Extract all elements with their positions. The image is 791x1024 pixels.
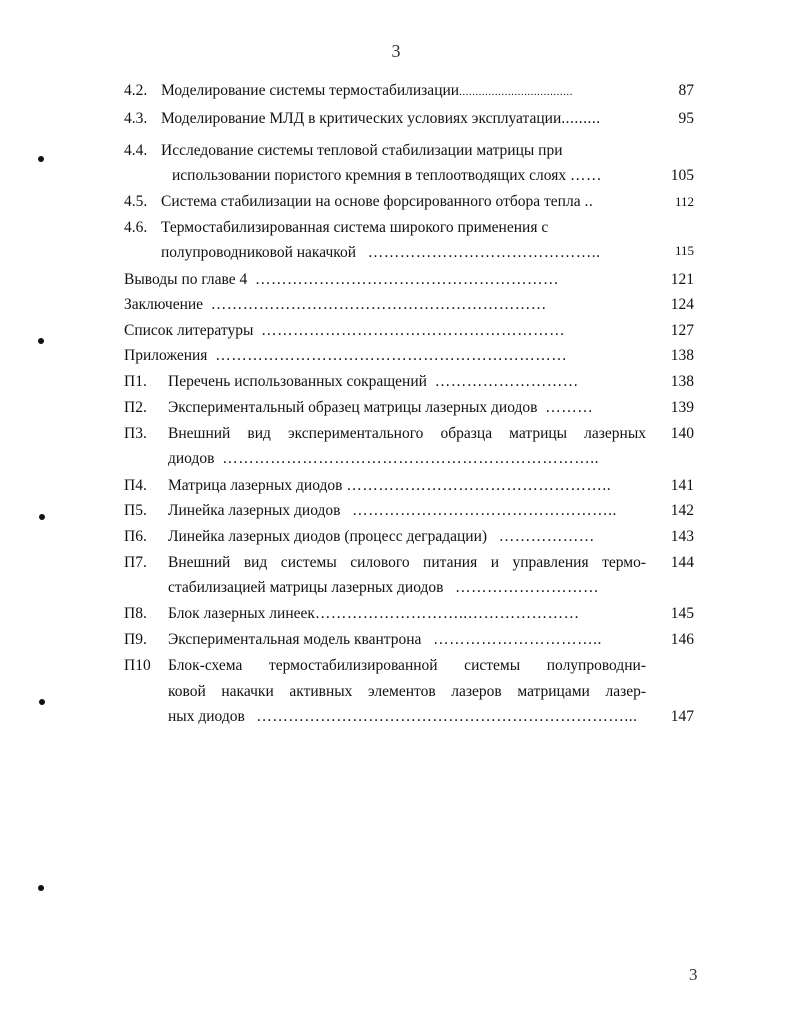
toc-entry-title: Заключение ……………………………………………………… [124,296,547,313]
toc-entry-title: Матрица лазерных диодов ………………………………………….. [168,477,612,494]
toc-entry-title: Система стабилизации на основе форсированного отбора тепла .. [161,193,594,210]
toc-entry-title: Линейка лазерных диодов ………………………………………….. [168,502,617,519]
toc-entry-page: 146 [670,631,694,648]
toc-entry-page: 105 [670,167,694,184]
toc-entry-page: 143 [670,528,694,545]
toc-entry-title: Приложения ………………………………………………………… [124,347,568,364]
toc-entry-number: П2. [124,399,147,416]
toc-entry-number: П3. [124,425,147,442]
toc-entry-title-line2: ковой накачки активных элементов лазеров матрицами лазер- [168,683,646,700]
toc-entry-title: Блок лазерных линеек………………………..………………… [168,605,580,622]
margin-dot [38,885,44,891]
toc-entry-page: 121 [670,271,694,288]
toc-entry-page: 124 [670,296,694,313]
toc-entry-title-line3: ных диодов ……………………………………………………………... [168,708,638,725]
toc-entry-title: Список литературы ………………………………………………… [124,322,566,339]
toc-entry-number: 4.2. [124,82,148,99]
toc-entry-title-line2: полупроводниковой накачкой …………………………………….. [161,244,601,261]
toc-entry-title-line2: использовании пористого кремния в теплоотводящих слоях …… [172,167,602,184]
toc-entry-title: Внешний вид экспериментального образца матрицы лазерных [168,425,646,442]
toc-entry-number: П9. [124,631,147,648]
toc-entry-page: 140 [670,425,694,442]
toc-entry-number: 4.4. [124,142,148,159]
toc-entry-title: Экспериментальный образец матрицы лазерных диодов ……… [168,399,594,416]
margin-dot [39,699,45,705]
toc-entry-page: 112 [674,194,694,209]
toc-entry-page: 142 [670,502,694,519]
toc-entry-page: 141 [670,477,694,494]
toc-entry-number: 4.6. [124,219,148,236]
toc-entry-page: 138 [670,347,694,364]
toc-entry-page: 115 [674,243,694,258]
page-number-bottom: 3 [689,965,698,984]
toc-entry-number: П8. [124,605,147,622]
margin-dot [39,514,45,520]
margin-dot [38,156,44,162]
toc-entry-page: 147 [670,708,694,725]
toc-entry-title: Внешний вид системы силового питания и управления термо- [168,554,646,571]
toc-entry-title: Перечень использованных сокращений ……………………… [168,373,579,390]
toc-entry-title: Моделирование системы термостабилизации................................... [161,82,573,99]
toc-entry-title: Линейка лазерных диодов (процесс деградации) ……………… [168,528,595,545]
toc-entry-page: 95 [678,110,694,127]
toc-entry-page: 139 [670,399,694,416]
toc-entry-title: Моделирование МЛД в критических условиях эксплуатации......... [161,110,601,127]
toc-entry-title: Исследование системы тепловой стабилизации матрицы при [161,142,563,159]
toc-entry-number: П7. [124,554,147,571]
toc-entry-title: Термостабилизированная система широкого применения с [161,219,549,236]
toc-entry-title-line2: стабилизацией матрицы лазерных диодов ……………………… [168,579,600,596]
toc-entry-number: П5. [124,502,147,519]
toc-entry-page: 127 [670,322,694,339]
margin-dot [38,338,44,344]
toc-entry-number: 4.5. [124,193,148,210]
toc-entry-number: П10 [124,657,151,674]
toc-entry-title: Выводы по главе 4 ………………………………………………… [124,271,560,288]
toc-entry-title: Экспериментальная модель квантрона ………………………….. [168,631,602,648]
toc-entry-page: 145 [670,605,694,622]
toc-entry-title: Блок-схема термостабилизированной системы полупроводни- [168,657,646,674]
toc-entry-page: 138 [670,373,694,390]
toc-entry-number: 4.3. [124,110,148,127]
page-number-top: 3 [391,41,401,61]
toc-entry-page: 144 [670,554,694,571]
toc-entry-number: П4. [124,477,147,494]
toc-entry-number: П6. [124,528,147,545]
toc-entry-page: 87 [678,82,694,99]
toc-entry-number: П1. [124,373,147,390]
toc-entry-title-line2: диодов …………………………………………………………….. [168,450,599,467]
